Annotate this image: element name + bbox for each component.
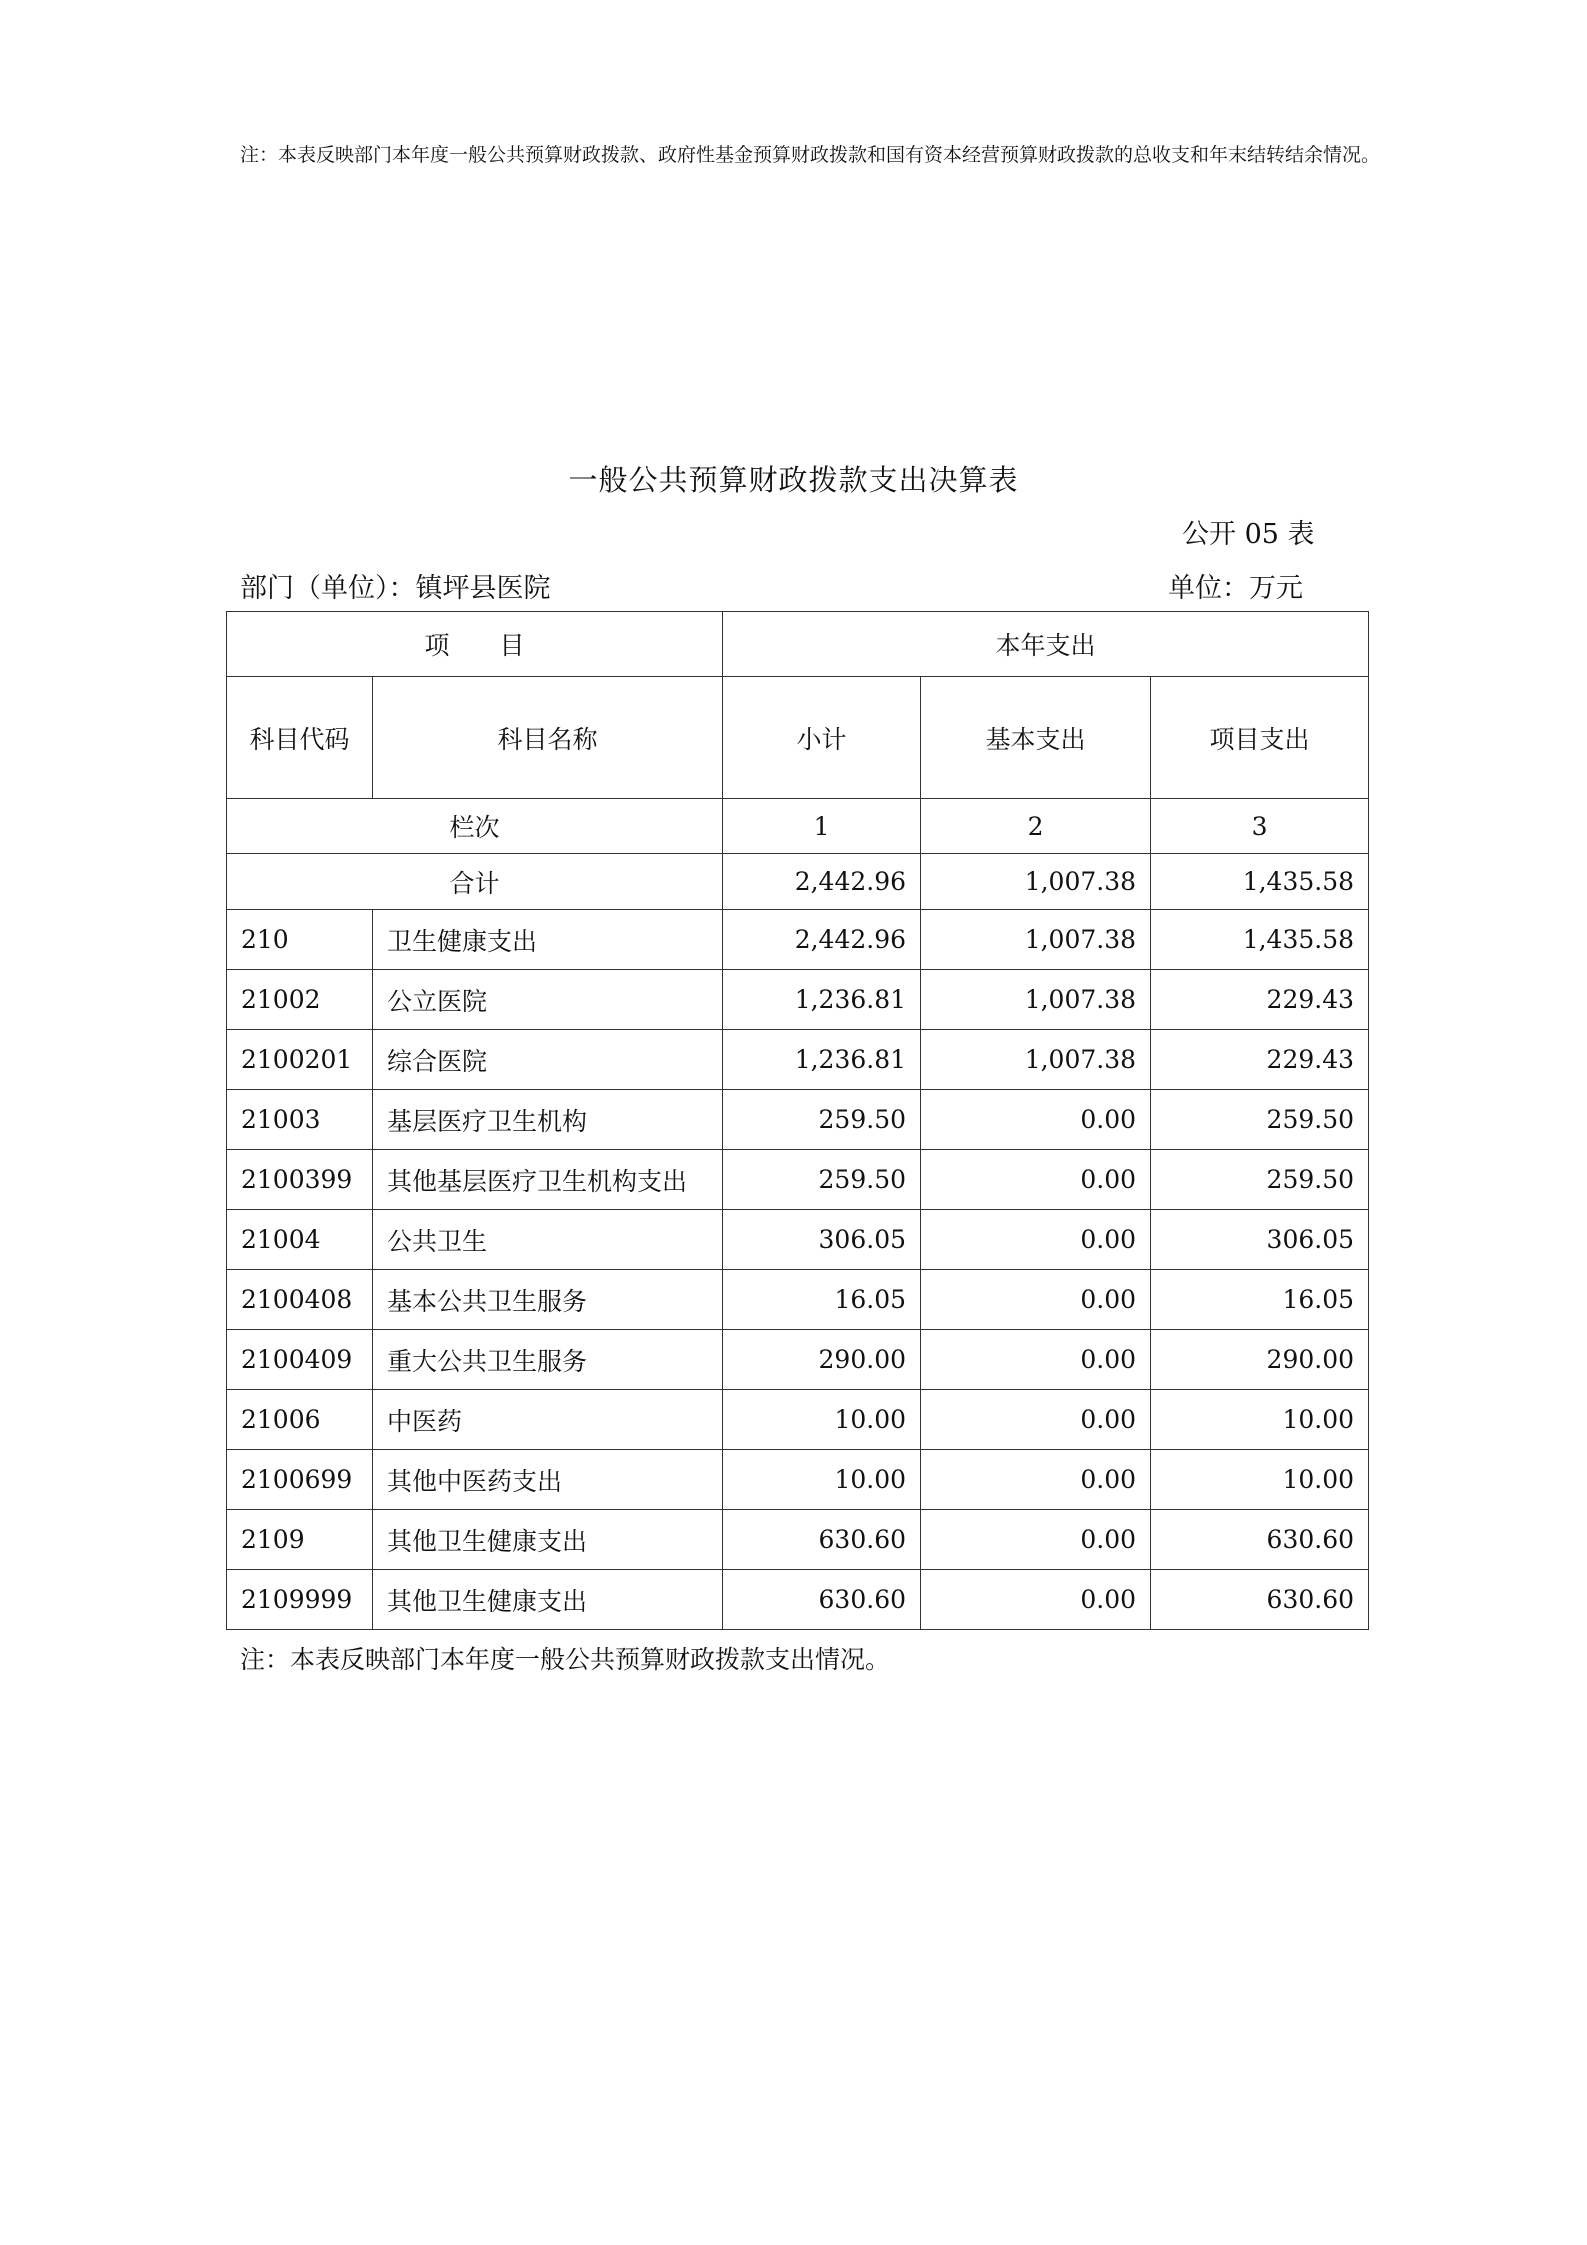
row-basic: 0.00 xyxy=(921,1510,1151,1570)
row-subtotal: 10.00 xyxy=(723,1390,921,1450)
header-row-1 xyxy=(227,612,1369,677)
form-id: 公开 05 表 xyxy=(1182,519,1315,550)
total-label: 合计 xyxy=(227,854,723,910)
row-name: 中医药 xyxy=(373,1390,723,1450)
header-current-year: 本年支出 xyxy=(723,612,1369,677)
column-number-row xyxy=(227,799,1369,854)
row-project: 290.00 xyxy=(1151,1330,1369,1390)
row-basic: 1,007.38 xyxy=(921,970,1151,1030)
table-title: 一般公共预算财政拨款支出决算表 xyxy=(568,463,1019,497)
row-name: 其他中医药支出 xyxy=(373,1450,723,1510)
total-row xyxy=(227,854,1369,910)
column-number-1: 1 xyxy=(723,799,921,854)
row-name: 其他卫生健康支出 xyxy=(373,1510,723,1570)
row-project: 259.50 xyxy=(1151,1150,1369,1210)
row-code: 2100409 xyxy=(227,1330,373,1390)
table-row xyxy=(227,1510,1369,1570)
row-basic: 0.00 xyxy=(921,1270,1151,1330)
header-item: 项 目 xyxy=(227,612,723,677)
table-row xyxy=(227,910,1369,970)
row-name: 其他基层医疗卫生机构支出 xyxy=(373,1150,723,1210)
row-basic: 0.00 xyxy=(921,1390,1151,1450)
row-name: 公立医院 xyxy=(373,970,723,1030)
row-code: 2100399 xyxy=(227,1150,373,1210)
row-subtotal: 630.60 xyxy=(723,1510,921,1570)
row-project: 10.00 xyxy=(1151,1450,1369,1510)
row-project: 229.43 xyxy=(1151,1030,1369,1090)
row-name: 基本公共卫生服务 xyxy=(373,1270,723,1330)
row-basic: 0.00 xyxy=(921,1330,1151,1390)
row-code: 2100408 xyxy=(227,1270,373,1330)
row-code: 2100699 xyxy=(227,1450,373,1510)
row-subtotal: 16.05 xyxy=(723,1270,921,1330)
row-name: 基层医疗卫生机构 xyxy=(373,1090,723,1150)
row-basic: 0.00 xyxy=(921,1210,1151,1270)
row-subtotal: 259.50 xyxy=(723,1090,921,1150)
row-subtotal: 290.00 xyxy=(723,1330,921,1390)
header-subtotal: 小计 xyxy=(723,677,921,799)
department-label: 部门（单位）：镇坪县医院 xyxy=(240,573,551,604)
bottom-note: 注：本表反映部门本年度一般公共预算财政拨款支出情况。 xyxy=(240,1645,891,1674)
table-row xyxy=(227,1030,1369,1090)
row-code: 21004 xyxy=(227,1210,373,1270)
expenditure-table xyxy=(226,611,1369,1630)
row-basic: 0.00 xyxy=(921,1150,1151,1210)
row-project: 16.05 xyxy=(1151,1270,1369,1330)
table-row xyxy=(227,1330,1369,1390)
total-basic: 1,007.38 xyxy=(921,854,1151,910)
row-project: 1,435.58 xyxy=(1151,910,1369,970)
row-project: 10.00 xyxy=(1151,1390,1369,1450)
row-name: 公共卫生 xyxy=(373,1210,723,1270)
column-number-3: 3 xyxy=(1151,799,1369,854)
table-row xyxy=(227,1390,1369,1450)
total-subtotal: 2,442.96 xyxy=(723,854,921,910)
top-note: 注：本表反映部门本年度一般公共预算财政拨款、政府性基金预算财政拨款和国有资本经营预算财政拨款的总收支和年末结转结余情况。 xyxy=(240,144,1381,166)
row-code: 21003 xyxy=(227,1090,373,1150)
row-code: 2109999 xyxy=(227,1570,373,1630)
header-project: 项目支出 xyxy=(1151,677,1369,799)
row-name: 卫生健康支出 xyxy=(373,910,723,970)
row-subtotal: 259.50 xyxy=(723,1150,921,1210)
table-row xyxy=(227,1270,1369,1330)
row-project: 259.50 xyxy=(1151,1090,1369,1150)
row-subtotal: 1,236.81 xyxy=(723,1030,921,1090)
table-row xyxy=(227,1570,1369,1630)
header-name: 科目名称 xyxy=(373,677,723,799)
row-name: 综合医院 xyxy=(373,1030,723,1090)
row-subtotal: 1,236.81 xyxy=(723,970,921,1030)
row-code: 2109 xyxy=(227,1510,373,1570)
header-row-2 xyxy=(227,677,1369,799)
header-basic: 基本支出 xyxy=(921,677,1151,799)
row-subtotal: 306.05 xyxy=(723,1210,921,1270)
table-row xyxy=(227,1210,1369,1270)
row-project: 630.60 xyxy=(1151,1570,1369,1630)
unit-label: 单位：万元 xyxy=(1168,573,1303,604)
row-name: 其他卫生健康支出 xyxy=(373,1570,723,1630)
row-name: 重大公共卫生服务 xyxy=(373,1330,723,1390)
table-row xyxy=(227,1450,1369,1510)
row-subtotal: 10.00 xyxy=(723,1450,921,1510)
row-basic: 1,007.38 xyxy=(921,1030,1151,1090)
total-project: 1,435.58 xyxy=(1151,854,1369,910)
column-number-2: 2 xyxy=(921,799,1151,854)
table-row xyxy=(227,1150,1369,1210)
row-subtotal: 2,442.96 xyxy=(723,910,921,970)
row-project: 229.43 xyxy=(1151,970,1369,1030)
column-number-label: 栏次 xyxy=(227,799,723,854)
row-code: 210 xyxy=(227,910,373,970)
row-subtotal: 630.60 xyxy=(723,1570,921,1630)
table-body xyxy=(227,612,1369,1630)
row-basic: 0.00 xyxy=(921,1090,1151,1150)
row-project: 630.60 xyxy=(1151,1510,1369,1570)
header-code: 科目代码 xyxy=(227,677,373,799)
row-basic: 0.00 xyxy=(921,1450,1151,1510)
row-code: 21002 xyxy=(227,970,373,1030)
table-row xyxy=(227,970,1369,1030)
row-project: 306.05 xyxy=(1151,1210,1369,1270)
row-basic: 0.00 xyxy=(921,1570,1151,1630)
row-code: 21006 xyxy=(227,1390,373,1450)
row-code: 2100201 xyxy=(227,1030,373,1090)
row-basic: 1,007.38 xyxy=(921,910,1151,970)
table-row xyxy=(227,1090,1369,1150)
